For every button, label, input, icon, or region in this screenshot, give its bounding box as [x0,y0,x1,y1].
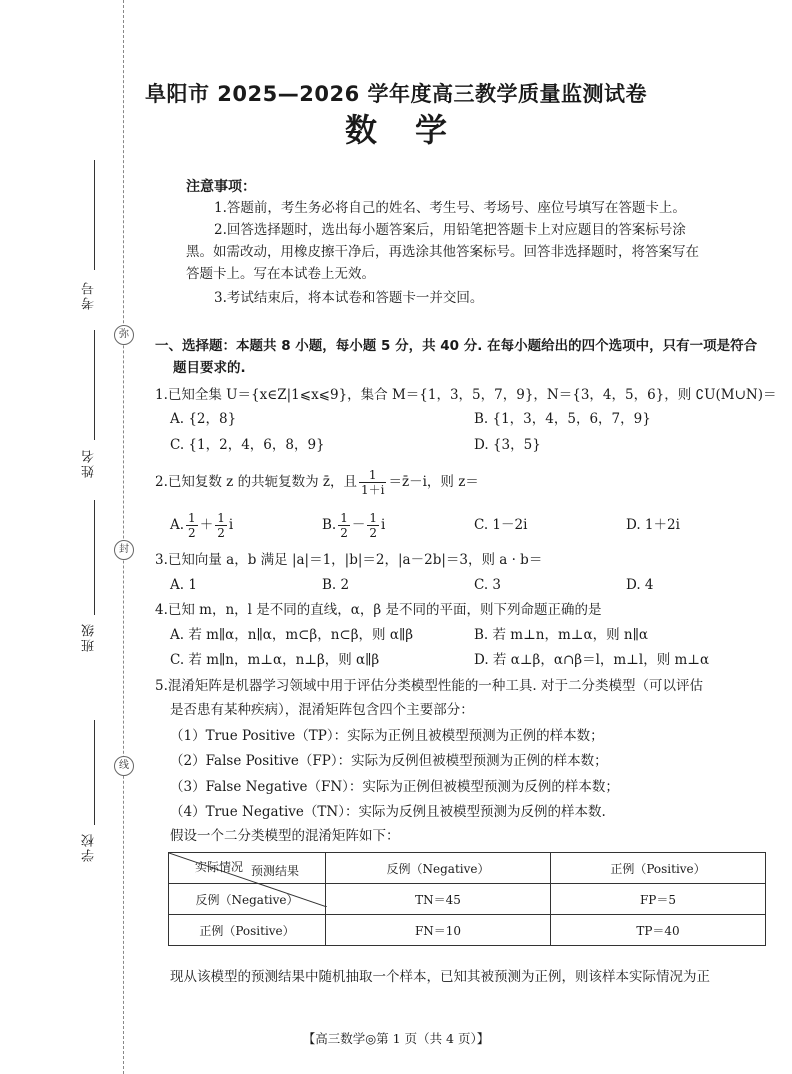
question-1-option-b[interactable]: B. {1，3，4，5，6，7，9} [474,411,651,427]
class-label: 班级 [82,622,97,652]
question-3-option-a[interactable]: A. 1 [170,577,197,593]
table-row [169,915,766,946]
question-3-option-c[interactable]: C. 3 [474,577,502,593]
question-2-frac-den: 1＋i [360,483,385,497]
question-5-item-fp: （2）False Positive（FP）：实际为反例但被模型预测为正例的样本数； [170,753,608,769]
seal-char-mi: 弥 [114,325,134,345]
class-line [94,500,95,615]
notice-item-2-end: 答题卡上。写在本试卷上无效。 [186,266,375,282]
table-corner-cell [169,853,326,884]
binding-dashed-line [123,0,124,1074]
name-label: 姓名 [82,448,97,478]
name-line [94,330,95,440]
frac-den: 2 [340,526,348,540]
frac-num: 1 [188,511,196,525]
question-2-stem-pre: 2.已知复数 z 的共轭复数为 z̄，且 [155,474,357,490]
cell-tp: TP＝40 [551,915,766,946]
notice-item-2-cont: 黑。如需改动，用橡皮擦干净后，再选涂其他答案标号。回答非选择题时，将答案写在 [186,244,699,260]
page-footer: 【高三数学◎第 1 页（共 4 页）】 [302,1031,490,1046]
operator: ＋ [199,517,214,533]
subject-char-2: 学 [414,111,447,149]
section-heading-line-1: 一、选择题：本题共 8 小题，每小题 5 分，共 40 分. 在每小题给出的四个选项中，只有一项是符合 [155,338,758,354]
question-3-option-b[interactable]: B. 2 [322,577,350,593]
question-5-item-tn: （4）True Negative（TN）：实际为反例且被模型预测为反例的样本数. [170,804,606,820]
frac-num: 1 [217,511,225,525]
question-5-item-tp: （1）True Positive（TP）：实际为正例且被模型预测为正例的样本数； [170,728,604,744]
row-label-positive: 正例（Positive） [169,915,326,946]
school-field[interactable] [78,720,108,870]
school-label: 学校 [82,832,97,862]
corner-diagonal [169,853,327,907]
seal-char-feng: 封 [114,540,134,560]
subject-title [0,105,792,151]
question-3-option-d[interactable]: D. 4 [626,577,654,593]
option-label: B. [322,517,337,533]
section-heading [155,335,775,379]
notice-title: 注意事项： [186,179,256,195]
question-2-option-c[interactable]: C. 1－2i [474,517,528,533]
class-field[interactable] [78,500,108,660]
question-1-option-c[interactable]: C. {1，2，4，6，8，9} [170,437,325,453]
frac-den: 2 [217,526,225,540]
frac-num: 1 [340,511,348,525]
question-4-option-c[interactable]: C. 若 m∥n，m⊥α，n⊥β，则 α∥β [170,652,380,668]
row-label-negative: 反例（Negative） [169,884,326,915]
option-label: A. [170,517,185,533]
question-1-option-a[interactable]: A. {2，8} [170,411,237,427]
fraction [338,511,350,540]
question-3-stem: 3.已知向量 a，b 满足 |a|＝1，|b|＝2，|a－2b|＝3，则 a · b＝ [155,552,543,568]
question-5-intro-table: 假设一个二分类模型的混淆矩阵如下： [170,828,400,844]
imag-unit: i [381,517,386,533]
imag-unit: i [228,517,234,533]
school-line [94,720,95,825]
subject-char-1: 数 [344,111,377,149]
exam-title: 阜阳市 2025—2026 学年度高三教学质量监测试卷 [144,82,647,106]
question-4-option-a[interactable]: A. 若 m∥α，n∥α，m⊂β，n⊂β，则 α∥β [170,627,413,643]
question-5-item-fn: （3）False Negative（FN）：实际为正例但被模型预测为反例的样本数； [170,779,619,795]
question-2-frac-num: 1 [359,468,386,483]
question-1-stem: 1.已知全集 U＝{x∈Z|1⩽x⩽9}，集合 M＝{1，3，5，7，9}，N＝{3，4，5，6}，则 ∁U(M∪N)＝ [155,387,777,403]
corner-label-predicted: 预测结果 [250,864,299,878]
cell-tn: TN＝45 [326,884,551,915]
notice-item-3: 3.考试结束后，将本试卷和答题卡一并交回。 [214,290,484,306]
frac-num: 1 [369,511,377,525]
question-2-fraction [359,468,386,497]
question-4-option-b[interactable]: B. 若 m⊥n，m⊥α，则 n∥α [474,627,648,643]
question-2-stem-post: ＝z̄－i，则 z＝ [388,474,479,490]
frac-den: 2 [188,526,196,540]
frac-den: 2 [369,526,377,540]
table-header-row [169,853,766,884]
fraction [215,511,227,540]
question-2-option-d[interactable]: D. 1＋2i [626,517,680,533]
notice-item-2: 2.回答选择题时，选出每小题答案后，用铅笔把答题卡上对应题目的答案标号涂 [214,222,686,238]
question-2-stem [155,464,479,500]
fraction [186,511,198,540]
name-field[interactable] [78,330,108,490]
question-2-option-a[interactable] [170,508,233,542]
exam-number-field[interactable] [78,160,108,320]
cell-fn: FN＝10 [326,915,551,946]
question-4-option-d[interactable]: D. 若 α⊥β，α∩β＝l，m⊥l，则 m⊥α [474,652,710,668]
exam-number-line [94,160,95,270]
notice-item-1: 1.答题前，考生务必将自己的姓名、考生号、考场号、座位号填写在答题卡上。 [214,200,686,216]
section-heading-line-2: 题目要求的. [173,360,246,376]
column-header-positive: 正例（Positive） [551,853,766,884]
question-5-line-1: 5.混淆矩阵是机器学习领域中用于评估分类模型性能的一种工具. 对于二分类模型（可以评估 [155,678,703,694]
question-1-option-d[interactable]: D. {3，5} [474,437,541,453]
question-5-line-2: 是否患有某种疾病），混淆矩阵包含四个主要部分： [170,702,474,718]
corner-label-actual: 实际情况 [195,860,244,874]
exam-number-label: 考号 [82,280,97,310]
fraction [367,511,379,540]
cell-fp: FP＝5 [551,884,766,915]
question-2-option-b[interactable] [322,508,385,542]
column-header-negative: 反例（Negative） [326,853,551,884]
question-5-tail: 现从该模型的预测结果中随机抽取一个样本，已知其被预测为正例，则该样本实际情况为正 [170,969,710,985]
seal-char-xian: 线 [114,756,134,776]
question-4-stem: 4.已知 m，n，l 是不同的直线，α，β 是不同的平面，则下列命题正确的是 [155,602,602,618]
confusion-matrix-table [168,852,766,946]
operator: － [351,517,366,533]
